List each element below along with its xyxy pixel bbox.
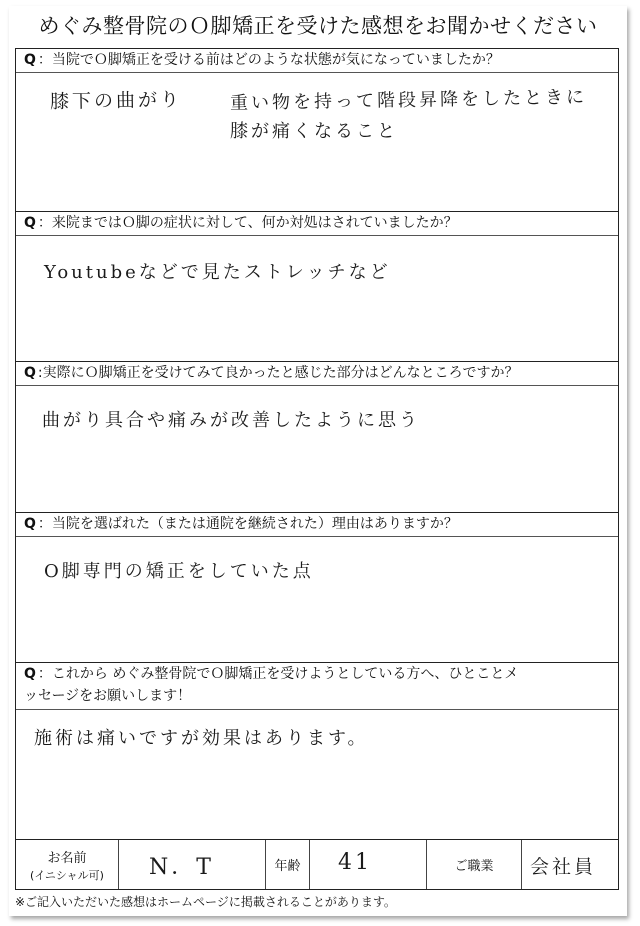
job-label: ご職業 xyxy=(454,859,494,874)
answer-4-line-1: O脚専門の矯正をしていた点 xyxy=(44,561,314,582)
name-label: お名前 xyxy=(47,851,87,866)
answer-3 xyxy=(16,386,618,512)
name-value-cell xyxy=(119,840,266,889)
footnote: ※ご記入いただいた感想はホームページに掲載されることがあります。 xyxy=(15,895,396,909)
name-sublabel: (イニシャル可) xyxy=(30,869,104,882)
question-label: Q xyxy=(24,365,36,381)
question-text: ：当院を選ばれた（または通院を継続された）理由はありますか？ xyxy=(37,516,458,532)
job-value: 会社員 xyxy=(530,856,597,878)
question-label: Q xyxy=(24,516,36,532)
answer-1-line-2: 重い物を持って階段昇降をしたときに xyxy=(229,86,588,114)
survey-sheet xyxy=(9,6,627,916)
answer-5-line-1: 施術は痛いですが効果はあります。 xyxy=(34,728,369,749)
job-value-cell xyxy=(522,840,618,889)
page-title: めぐみ整骨院のＯ脚矯正を受けた感想をお聞かせください xyxy=(38,14,598,38)
question-text: ：当院でＯ脚矯正を受ける前はどのような状態が気になっていましたか？ xyxy=(37,52,500,68)
answer-2-line-1: Youtubeなどで見たストレッチなど xyxy=(44,262,391,283)
question-1 xyxy=(16,49,618,73)
question-text: :実際にＯ脚矯正を受けてみて良かったと感じた部分はどんなところですか？ xyxy=(37,365,519,381)
answer-5 xyxy=(16,710,618,841)
answer-2 xyxy=(16,236,618,361)
question-4 xyxy=(16,512,618,537)
job-label-cell xyxy=(427,840,522,889)
age-label-cell xyxy=(266,840,310,889)
survey-frame xyxy=(15,48,619,890)
question-2 xyxy=(16,211,618,236)
name-label-cell xyxy=(16,840,119,889)
question-label: Q xyxy=(24,52,36,68)
answer-4 xyxy=(16,537,618,662)
answer-1 xyxy=(16,73,618,211)
respondent-info-row xyxy=(16,839,618,889)
answer-3-line-1: 曲がり具合や痛みが改善したように思う xyxy=(42,410,420,431)
question-label: Q xyxy=(24,215,36,231)
question-5 xyxy=(16,662,618,710)
age-value: 41 xyxy=(338,850,372,875)
age-label: 年齢 xyxy=(274,859,301,874)
age-value-cell xyxy=(310,840,427,889)
name-value: N．T xyxy=(149,855,214,880)
question-text-continued: ッセージをお願いします！ xyxy=(24,688,192,704)
answer-1-line-3: 膝が痛くなること xyxy=(230,121,398,142)
answer-1-line-1: 膝下の曲がり xyxy=(49,88,183,113)
question-3 xyxy=(16,361,618,386)
question-text: ：来院まではＯ脚の症状に対して、何か対処はされていましたか？ xyxy=(37,215,458,231)
question-text: ：これから めぐみ整骨院でＯ脚矯正を受けようとしている方へ、ひとことメ xyxy=(37,666,519,682)
question-label: Q xyxy=(24,666,36,682)
